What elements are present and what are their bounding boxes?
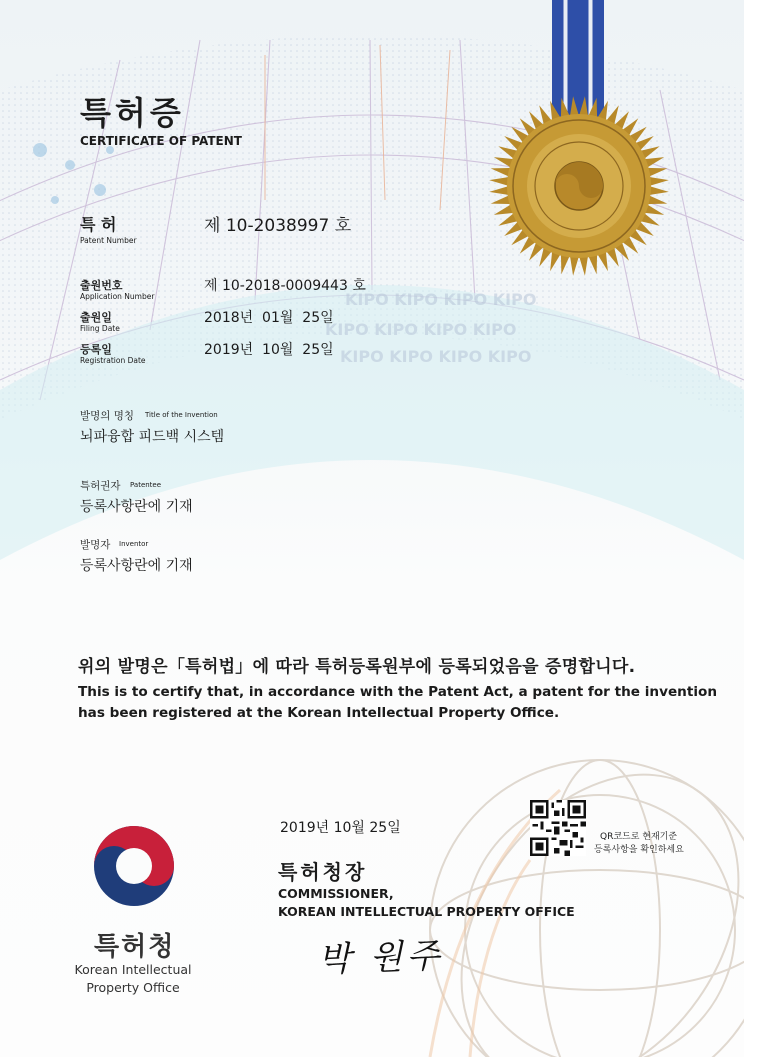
agency-name: 특허청 <box>94 932 176 962</box>
certification-statement-english-line1: This is to certify that, in accordance with the Patent Act, a patent for the invention <box>78 684 718 700</box>
registration-date-value: 2019년 10월 25일 <box>204 342 334 358</box>
commissioner-title-english-line1: COMMISSIONER, <box>278 886 394 901</box>
registration-date-label: 등록일 <box>80 343 112 356</box>
filing-date-label-english: Filing Date <box>80 324 120 333</box>
gold-seal <box>488 95 670 277</box>
commissioner-title-english-line2: KOREAN INTELLECTUAL PROPERTY OFFICE <box>278 904 575 919</box>
certification-statement: 위의 발명은「특허법」에 따라 특허등록원부에 등록되었음을 증명합니다. <box>78 657 636 677</box>
issue-date: 2019년 10월 25일 <box>280 820 401 836</box>
patent-number-label: 특 허 <box>80 215 117 234</box>
kipo-taegeuk-logo <box>90 822 178 910</box>
certificate-title: 특허증 <box>80 94 185 132</box>
commissioner-title: 특허청장 <box>278 860 368 884</box>
patent-number-label-english: Patent Number <box>80 236 137 245</box>
application-number-label-english: Application Number <box>80 292 155 301</box>
commissioner-signature: 박 원주 <box>317 935 445 981</box>
qr-caption-line1: QR코드로 현재기준 <box>600 832 678 842</box>
registration-date-label-english: Registration Date <box>80 356 146 365</box>
invention-title-value: 뇌파융합 피드백 시스템 <box>80 429 225 445</box>
inventor-label: 발명자 <box>80 539 111 551</box>
inventor-label-english: Inventor <box>119 540 149 548</box>
watermark-text: KIPO KIPO KIPO KIPO <box>325 320 517 339</box>
patent-number-value: 제 10-2038997 호 <box>204 216 352 236</box>
filing-date-label: 출원일 <box>80 311 112 324</box>
scan-margin <box>744 0 768 1057</box>
application-number-value: 제 10-2018-0009443 호 <box>204 278 366 294</box>
certificate-title-english: CERTIFICATE OF PATENT <box>80 134 242 148</box>
watermark-text: KIPO KIPO KIPO KIPO <box>340 347 532 366</box>
invention-title-label: 발명의 명칭 <box>80 410 135 422</box>
qr-caption-line2: 등록사항을 확인하세요 <box>594 845 684 855</box>
inventor-value: 등록사항란에 기재 <box>80 558 193 574</box>
application-number-label: 출원번호 <box>80 279 123 292</box>
patentee-label: 특허권자 <box>80 480 121 492</box>
watermark-text: KIPO KIPO KIPO KIPO <box>345 290 537 309</box>
agency-name-english-line2: Property Office <box>86 980 180 995</box>
filing-date-value: 2018년 01월 25일 <box>204 310 334 326</box>
qr-code <box>530 800 586 856</box>
agency-name-english-line1: Korean Intellectual <box>74 962 192 977</box>
patentee-label-english: Patentee <box>130 481 162 489</box>
certification-statement-english-line2: has been registered at the Korean Intellectual Property Office. <box>78 705 560 721</box>
invention-title-label-english: Title of the Invention <box>145 411 218 419</box>
patentee-value: 등록사항란에 기재 <box>80 499 193 515</box>
